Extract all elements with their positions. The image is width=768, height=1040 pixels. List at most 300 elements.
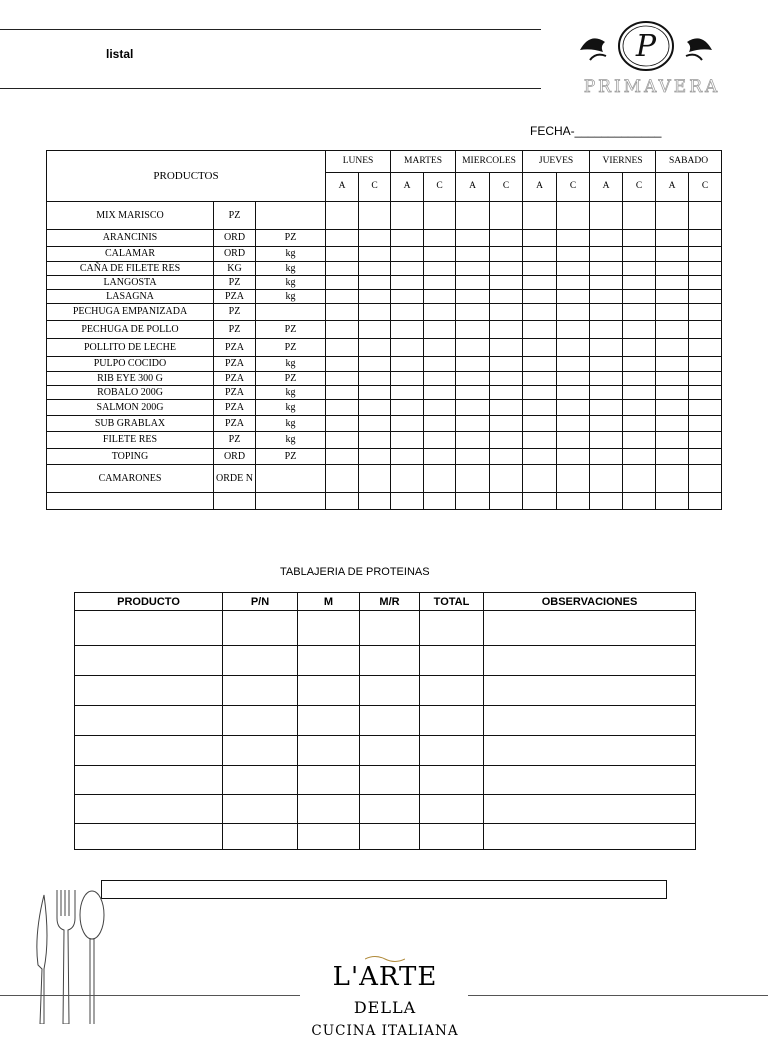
count-cell[interactable] [656, 372, 689, 386]
count-cell[interactable] [490, 276, 523, 290]
count-cell[interactable] [359, 321, 391, 339]
count-cell[interactable] [590, 202, 623, 230]
count-cell[interactable] [424, 247, 456, 262]
sub-header-c: C [623, 173, 656, 202]
count-cell[interactable] [689, 357, 722, 372]
count-cell[interactable] [490, 400, 523, 416]
count-cell[interactable] [590, 230, 623, 247]
count-cell[interactable] [689, 262, 722, 276]
count-cell[interactable] [359, 276, 391, 290]
count-cell[interactable] [359, 262, 391, 276]
count-cell[interactable] [623, 230, 656, 247]
entry-cell[interactable] [484, 766, 696, 795]
count-cell[interactable] [456, 230, 490, 247]
count-cell[interactable] [623, 304, 656, 321]
entry-cell[interactable] [360, 706, 420, 736]
count-cell[interactable] [590, 400, 623, 416]
count-cell[interactable] [391, 357, 424, 372]
entry-cell[interactable] [360, 676, 420, 706]
notes-box[interactable] [101, 880, 667, 899]
count-cell[interactable] [490, 432, 523, 449]
count-cell[interactable] [590, 321, 623, 339]
count-cell[interactable] [391, 416, 424, 432]
count-cell[interactable] [557, 465, 590, 493]
count-cell[interactable] [490, 416, 523, 432]
entry-cell[interactable] [298, 824, 360, 850]
count-cell[interactable] [359, 432, 391, 449]
count-cell[interactable] [391, 276, 424, 290]
entry-cell[interactable] [420, 646, 484, 676]
day-header: VIERNES [590, 151, 656, 173]
count-cell[interactable] [590, 276, 623, 290]
count-cell[interactable] [456, 276, 490, 290]
unit-secondary: kg [256, 416, 326, 432]
count-cell[interactable] [424, 202, 456, 230]
count-cell[interactable] [490, 449, 523, 465]
entry-cell[interactable] [484, 676, 696, 706]
count-cell[interactable] [359, 339, 391, 357]
entry-cell[interactable] [75, 706, 223, 736]
count-cell[interactable] [326, 449, 359, 465]
count-cell[interactable] [623, 290, 656, 304]
count-cell[interactable] [326, 247, 359, 262]
product-name: LANGOSTA [47, 276, 214, 290]
unit-secondary: kg [256, 262, 326, 276]
count-cell[interactable] [326, 493, 359, 510]
count-cell[interactable] [656, 357, 689, 372]
count-cell[interactable] [523, 465, 557, 493]
count-cell[interactable] [456, 202, 490, 230]
count-cell[interactable] [424, 339, 456, 357]
count-cell[interactable] [391, 400, 424, 416]
count-cell[interactable] [456, 432, 490, 449]
unit-secondary: PZ [256, 372, 326, 386]
count-cell[interactable] [490, 386, 523, 400]
count-cell[interactable] [391, 493, 424, 510]
count-cell[interactable] [689, 321, 722, 339]
count-cell[interactable] [359, 202, 391, 230]
count-cell[interactable] [623, 321, 656, 339]
count-cell[interactable] [490, 230, 523, 247]
count-cell[interactable] [326, 357, 359, 372]
count-cell[interactable] [326, 321, 359, 339]
count-cell[interactable] [326, 304, 359, 321]
entry-cell[interactable] [360, 646, 420, 676]
count-cell[interactable] [557, 493, 590, 510]
unit-primary: PZ [214, 321, 256, 339]
count-cell[interactable] [456, 449, 490, 465]
count-cell[interactable] [326, 202, 359, 230]
entry-cell[interactable] [420, 766, 484, 795]
count-cell[interactable] [326, 400, 359, 416]
count-cell[interactable] [424, 416, 456, 432]
count-cell[interactable] [424, 304, 456, 321]
count-cell[interactable] [523, 290, 557, 304]
entry-cell[interactable] [223, 824, 298, 850]
count-cell[interactable] [557, 357, 590, 372]
header-top-rule [0, 29, 541, 30]
count-cell[interactable] [456, 416, 490, 432]
entry-cell[interactable] [223, 795, 298, 824]
count-cell[interactable] [656, 202, 689, 230]
count-cell[interactable] [590, 290, 623, 304]
count-cell[interactable] [623, 386, 656, 400]
count-cell[interactable] [490, 262, 523, 276]
count-cell[interactable] [424, 321, 456, 339]
count-cell[interactable] [359, 386, 391, 400]
count-cell[interactable] [689, 416, 722, 432]
count-cell[interactable] [490, 247, 523, 262]
count-cell[interactable] [523, 262, 557, 276]
count-cell[interactable] [557, 304, 590, 321]
count-cell[interactable] [326, 372, 359, 386]
count-cell[interactable] [326, 339, 359, 357]
product-name: SUB GRABLAX [47, 416, 214, 432]
entry-cell[interactable] [75, 646, 223, 676]
count-cell[interactable] [656, 339, 689, 357]
entry-cell[interactable] [420, 795, 484, 824]
unit-primary: PZA [214, 386, 256, 400]
count-cell[interactable] [359, 247, 391, 262]
count-cell[interactable] [359, 372, 391, 386]
count-cell[interactable] [523, 357, 557, 372]
count-cell[interactable] [523, 372, 557, 386]
count-cell[interactable] [590, 386, 623, 400]
count-cell[interactable] [391, 230, 424, 247]
day-header: MARTES [391, 151, 456, 173]
count-cell[interactable] [490, 304, 523, 321]
entry-cell[interactable] [484, 706, 696, 736]
count-cell[interactable] [490, 290, 523, 304]
inventory-row [47, 400, 722, 416]
count-cell[interactable] [689, 202, 722, 230]
entry-cell[interactable] [298, 766, 360, 795]
entry-cell[interactable] [223, 766, 298, 795]
count-cell[interactable] [490, 202, 523, 230]
count-cell[interactable] [557, 449, 590, 465]
count-cell[interactable] [490, 465, 523, 493]
count-cell[interactable] [590, 262, 623, 276]
count-cell[interactable] [391, 262, 424, 276]
count-cell[interactable] [623, 339, 656, 357]
count-cell[interactable] [523, 304, 557, 321]
count-cell[interactable] [523, 432, 557, 449]
entry-cell[interactable] [75, 824, 223, 850]
entry-cell[interactable] [484, 824, 696, 850]
count-cell[interactable] [590, 357, 623, 372]
entry-cell[interactable] [298, 795, 360, 824]
count-cell[interactable] [456, 372, 490, 386]
count-cell[interactable] [590, 432, 623, 449]
count-cell[interactable] [456, 247, 490, 262]
count-cell[interactable] [557, 230, 590, 247]
products-header: PRODUCTOS [47, 151, 326, 202]
count-cell[interactable] [424, 290, 456, 304]
count-cell[interactable] [689, 230, 722, 247]
count-cell[interactable] [326, 416, 359, 432]
count-cell[interactable] [326, 276, 359, 290]
entry-cell[interactable] [298, 706, 360, 736]
count-cell[interactable] [689, 372, 722, 386]
count-cell[interactable] [590, 247, 623, 262]
count-cell[interactable] [623, 372, 656, 386]
count-cell[interactable] [689, 465, 722, 493]
unit-primary: PZA [214, 400, 256, 416]
count-cell[interactable] [523, 247, 557, 262]
entry-cell[interactable] [223, 676, 298, 706]
entry-cell[interactable] [75, 795, 223, 824]
count-cell[interactable] [523, 386, 557, 400]
logo-monogram: P [635, 29, 657, 64]
count-cell[interactable] [359, 357, 391, 372]
count-cell[interactable] [424, 465, 456, 493]
count-cell[interactable] [689, 276, 722, 290]
count-cell[interactable] [456, 339, 490, 357]
count-cell[interactable] [656, 465, 689, 493]
count-cell[interactable] [557, 372, 590, 386]
count-cell[interactable] [456, 262, 490, 276]
count-cell[interactable] [456, 400, 490, 416]
count-cell[interactable] [424, 230, 456, 247]
count-cell[interactable] [391, 321, 424, 339]
count-cell[interactable] [590, 416, 623, 432]
unit-primary: PZA [214, 290, 256, 304]
entry-cell[interactable] [298, 646, 360, 676]
entry-cell[interactable] [223, 736, 298, 766]
footer-rule-right [468, 995, 768, 996]
count-cell[interactable] [424, 386, 456, 400]
inventory-row [47, 493, 722, 510]
count-cell[interactable] [523, 400, 557, 416]
count-cell[interactable] [391, 202, 424, 230]
count-cell[interactable] [523, 230, 557, 247]
count-cell[interactable] [456, 493, 490, 510]
count-cell[interactable] [689, 339, 722, 357]
count-cell[interactable] [689, 449, 722, 465]
count-cell[interactable] [490, 321, 523, 339]
entry-cell[interactable] [420, 824, 484, 850]
count-cell[interactable] [490, 357, 523, 372]
count-cell[interactable] [490, 339, 523, 357]
count-cell[interactable] [689, 290, 722, 304]
count-cell[interactable] [424, 432, 456, 449]
count-cell[interactable] [623, 493, 656, 510]
count-cell[interactable] [557, 276, 590, 290]
count-cell[interactable] [656, 416, 689, 432]
count-cell[interactable] [557, 386, 590, 400]
count-cell[interactable] [656, 321, 689, 339]
count-cell[interactable] [391, 339, 424, 357]
count-cell[interactable] [391, 386, 424, 400]
unit-secondary: kg [256, 276, 326, 290]
count-cell[interactable] [359, 449, 391, 465]
count-cell[interactable] [656, 247, 689, 262]
entry-cell[interactable] [360, 611, 420, 646]
entry-cell[interactable] [420, 676, 484, 706]
entry-cell[interactable] [75, 736, 223, 766]
count-cell[interactable] [359, 465, 391, 493]
count-cell[interactable] [590, 449, 623, 465]
page-title: listal [106, 47, 134, 61]
sub-header-a: A [656, 173, 689, 202]
count-cell[interactable] [523, 339, 557, 357]
count-cell[interactable] [623, 262, 656, 276]
count-cell[interactable] [689, 432, 722, 449]
entry-cell[interactable] [420, 611, 484, 646]
entry-cell[interactable] [484, 611, 696, 646]
count-cell[interactable] [359, 230, 391, 247]
count-cell[interactable] [456, 357, 490, 372]
count-cell[interactable] [523, 449, 557, 465]
count-cell[interactable] [623, 432, 656, 449]
entry-cell[interactable] [360, 766, 420, 795]
count-cell[interactable] [359, 493, 391, 510]
count-cell[interactable] [623, 357, 656, 372]
inventory-row [47, 247, 722, 262]
count-cell[interactable] [326, 465, 359, 493]
count-cell[interactable] [523, 321, 557, 339]
entry-cell[interactable] [484, 646, 696, 676]
count-cell[interactable] [656, 290, 689, 304]
count-cell[interactable] [557, 262, 590, 276]
count-cell[interactable] [557, 416, 590, 432]
count-cell[interactable] [391, 290, 424, 304]
count-cell[interactable] [523, 202, 557, 230]
entry-cell[interactable] [360, 736, 420, 766]
entry-cell[interactable] [75, 676, 223, 706]
cutlery-illustration [30, 885, 110, 1024]
tablajeria-row [75, 736, 696, 766]
count-cell[interactable] [656, 262, 689, 276]
count-cell[interactable] [490, 493, 523, 510]
count-cell[interactable] [557, 339, 590, 357]
count-cell[interactable] [689, 304, 722, 321]
count-cell[interactable] [656, 276, 689, 290]
inventory-row [47, 202, 722, 230]
count-cell[interactable] [424, 493, 456, 510]
count-cell[interactable] [391, 465, 424, 493]
count-cell[interactable] [326, 230, 359, 247]
count-cell[interactable] [456, 465, 490, 493]
count-cell[interactable] [557, 247, 590, 262]
column-header: TOTAL [420, 593, 484, 611]
count-cell[interactable] [424, 449, 456, 465]
count-cell[interactable] [391, 247, 424, 262]
column-header: P/N [223, 593, 298, 611]
entry-cell[interactable] [223, 611, 298, 646]
count-cell[interactable] [656, 449, 689, 465]
count-cell[interactable] [557, 202, 590, 230]
count-cell[interactable] [557, 432, 590, 449]
inventory-row [47, 321, 722, 339]
entry-cell[interactable] [360, 824, 420, 850]
count-cell[interactable] [359, 416, 391, 432]
entry-cell[interactable] [223, 706, 298, 736]
count-cell[interactable] [359, 290, 391, 304]
count-cell[interactable] [424, 400, 456, 416]
entry-cell[interactable] [298, 611, 360, 646]
count-cell[interactable] [391, 372, 424, 386]
column-header: M [298, 593, 360, 611]
count-cell[interactable] [623, 202, 656, 230]
count-cell[interactable] [326, 386, 359, 400]
count-cell[interactable] [689, 493, 722, 510]
count-cell[interactable] [326, 290, 359, 304]
count-cell[interactable] [590, 339, 623, 357]
count-cell[interactable] [456, 304, 490, 321]
count-cell[interactable] [590, 465, 623, 493]
count-cell[interactable] [623, 465, 656, 493]
entry-cell[interactable] [223, 646, 298, 676]
count-cell[interactable] [656, 400, 689, 416]
count-cell[interactable] [456, 321, 490, 339]
count-cell[interactable] [359, 400, 391, 416]
count-cell[interactable] [656, 493, 689, 510]
entry-cell[interactable] [484, 795, 696, 824]
count-cell[interactable] [424, 262, 456, 276]
entry-cell[interactable] [420, 706, 484, 736]
count-cell[interactable] [656, 304, 689, 321]
count-cell[interactable] [623, 449, 656, 465]
count-cell[interactable] [623, 400, 656, 416]
count-cell[interactable] [456, 290, 490, 304]
count-cell[interactable] [689, 386, 722, 400]
count-cell[interactable] [590, 304, 623, 321]
count-cell[interactable] [391, 304, 424, 321]
count-cell[interactable] [557, 290, 590, 304]
count-cell[interactable] [656, 432, 689, 449]
count-cell[interactable] [490, 372, 523, 386]
count-cell[interactable] [424, 372, 456, 386]
count-cell[interactable] [391, 449, 424, 465]
unit-secondary [256, 493, 326, 510]
count-cell[interactable] [590, 372, 623, 386]
count-cell[interactable] [326, 262, 359, 276]
entry-cell[interactable] [298, 736, 360, 766]
unit-primary: PZA [214, 416, 256, 432]
sub-header-a: A [391, 173, 424, 202]
count-cell[interactable] [623, 416, 656, 432]
count-cell[interactable] [456, 386, 490, 400]
count-cell[interactable] [391, 432, 424, 449]
count-cell[interactable] [590, 493, 623, 510]
count-cell[interactable] [623, 247, 656, 262]
count-cell[interactable] [326, 432, 359, 449]
count-cell[interactable] [656, 386, 689, 400]
count-cell[interactable] [689, 247, 722, 262]
entry-cell[interactable] [420, 736, 484, 766]
count-cell[interactable] [424, 357, 456, 372]
day-header: MIERCOLES [456, 151, 523, 173]
count-cell[interactable] [557, 321, 590, 339]
entry-cell[interactable] [360, 795, 420, 824]
sub-header-a: A [590, 173, 623, 202]
entry-cell[interactable] [298, 676, 360, 706]
brand-line2: CUCINA ITALIANA [311, 1023, 459, 1039]
entry-cell[interactable] [75, 611, 223, 646]
count-cell[interactable] [359, 304, 391, 321]
count-cell[interactable] [523, 493, 557, 510]
count-cell[interactable] [689, 400, 722, 416]
count-cell[interactable] [523, 276, 557, 290]
entry-cell[interactable] [75, 766, 223, 795]
count-cell[interactable] [523, 416, 557, 432]
entry-cell[interactable] [484, 736, 696, 766]
count-cell[interactable] [656, 230, 689, 247]
count-cell[interactable] [623, 276, 656, 290]
count-cell[interactable] [424, 276, 456, 290]
count-cell[interactable] [557, 400, 590, 416]
